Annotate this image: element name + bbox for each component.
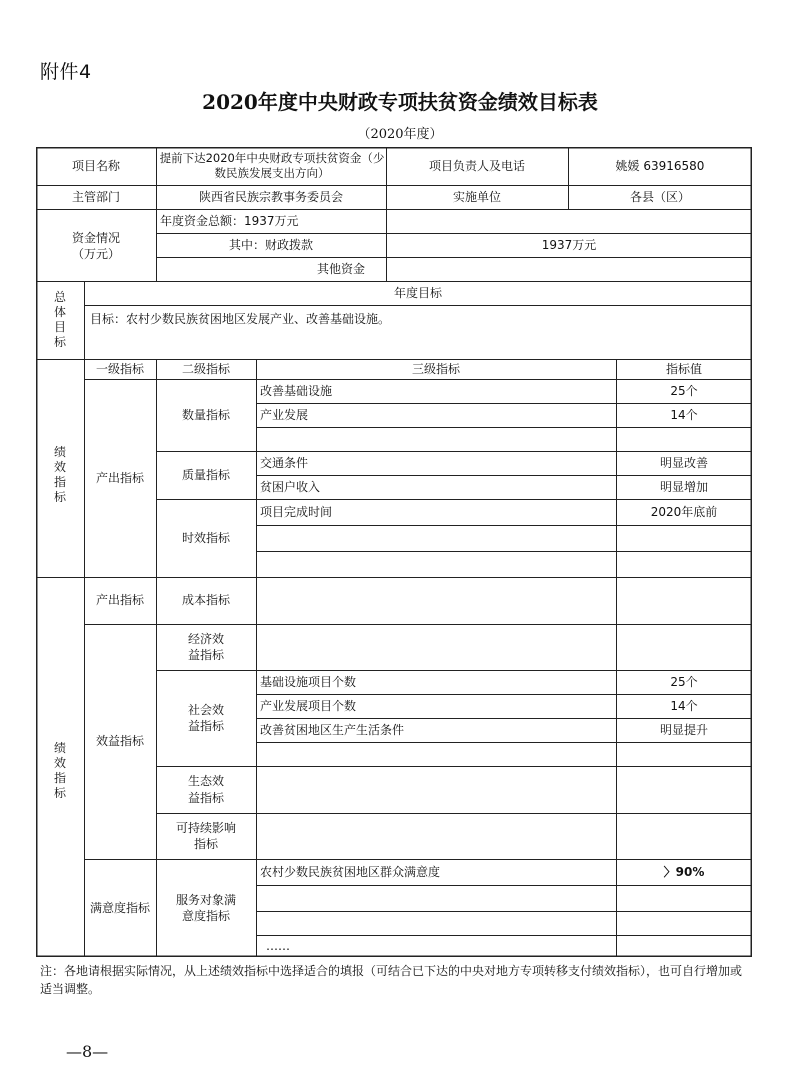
table-row-value: 14个 — [670, 698, 698, 713]
table-row: 基础设施项目个数 — [260, 674, 357, 689]
table-row: 农村少数民族贫困地区群众满意度 — [260, 864, 441, 879]
header-level2: 二级指标 — [181, 361, 230, 376]
fiscal-funds-value: 1937万元 — [541, 237, 597, 252]
contact-value: 姚媛 63916580 — [615, 158, 705, 173]
performance-indicator-label: 绩效指标 — [53, 445, 66, 504]
table-row: 贫困户收入 — [260, 479, 321, 494]
year-label: （2020年度） — [357, 127, 443, 142]
economic-benefit-label: 经济效益指标 — [187, 631, 224, 662]
attachment-label: 附件4 — [40, 61, 92, 83]
table-row-value: 14个 — [670, 407, 698, 422]
table-row: 产业发展项目个数 — [260, 698, 357, 713]
performance-target-table — [36, 147, 752, 957]
table-row: 改善贫困地区生产生活条件 — [260, 722, 405, 737]
other-funds-label: 其他资金 — [316, 261, 365, 276]
fiscal-funds-label: 其中：财政拨款 — [228, 237, 313, 252]
department-label: 主管部门 — [71, 189, 120, 204]
ecological-benefit-label: 生态效益指标 — [187, 774, 224, 805]
table-row: …… — [266, 938, 290, 953]
benefit-indicator-label: 效益指标 — [95, 734, 144, 749]
timeliness-indicator-label: 时效指标 — [181, 530, 230, 545]
table-row-value: 〉90% — [663, 864, 705, 879]
table-row: 改善基础设施 — [260, 383, 333, 398]
table-row-value: 明显改善 — [659, 455, 708, 470]
table-row-value: 2020年底前 — [650, 504, 718, 519]
table-row: 交通条件 — [260, 455, 309, 470]
page-number: —8— — [66, 1042, 109, 1061]
table-row: 项目完成时间 — [260, 504, 333, 519]
satisfaction-indicator-label: 满意度指标 — [89, 900, 150, 915]
annual-goal-text: 目标：农村少数民族贫困地区发展产业、改善基础设施。 — [90, 311, 391, 326]
performance-indicator-label-2: 绩效指标 — [53, 741, 66, 800]
service-satisfaction-label: 服务对象满意度指标 — [176, 892, 237, 923]
page-title: 2020年度中央财政专项扶贫资金绩效目标表 — [202, 90, 598, 114]
sustainable-impact-label: 可持续影响指标 — [175, 820, 236, 851]
quantity-indicator-label: 数量指标 — [181, 407, 230, 422]
implementer-label: 实施单位 — [452, 189, 501, 204]
header-level3: 三级指标 — [411, 361, 460, 376]
table-row-value: 明显增加 — [659, 479, 708, 494]
header-level1: 一级指标 — [95, 361, 144, 376]
annual-goal-header: 年度目标 — [393, 285, 442, 300]
social-benefit-label: 社会效益指标 — [187, 702, 224, 733]
table-row-value: 明显提升 — [659, 722, 708, 737]
contact-label: 项目负责人及电话 — [428, 158, 525, 173]
department-value: 陕西省民族宗教事务委员会 — [198, 189, 343, 204]
project-name-value: 提前下达2020年中央财政专项扶贫资金（少数民族发展支出方向） — [159, 151, 385, 180]
funds-total: 年度资金总额：1937万元 — [160, 213, 299, 228]
funds-label: 资金情况（万元） — [71, 230, 120, 261]
header-value: 指标值 — [665, 361, 702, 376]
quality-indicator-label: 质量指标 — [181, 467, 230, 482]
table-row: 产业发展 — [260, 407, 309, 422]
cost-indicator-label: 成本指标 — [181, 593, 230, 608]
table-row-value: 25个 — [670, 674, 698, 689]
table-row-value: 25个 — [670, 383, 698, 398]
overall-goal-label: 总体目标 — [53, 290, 66, 349]
footnote: 注：各地请根据实际情况，从上述绩效指标中选择适合的填报（可结合已下达的中央对地方专项转移支付绩效指标），也可自行增加或适当调整。 — [40, 964, 743, 996]
project-name-label: 项目名称 — [71, 158, 120, 173]
implementer-value: 各县（区） — [629, 189, 690, 204]
output-indicator-label-2: 产出指标 — [95, 593, 144, 608]
output-indicator-label: 产出指标 — [95, 470, 144, 485]
